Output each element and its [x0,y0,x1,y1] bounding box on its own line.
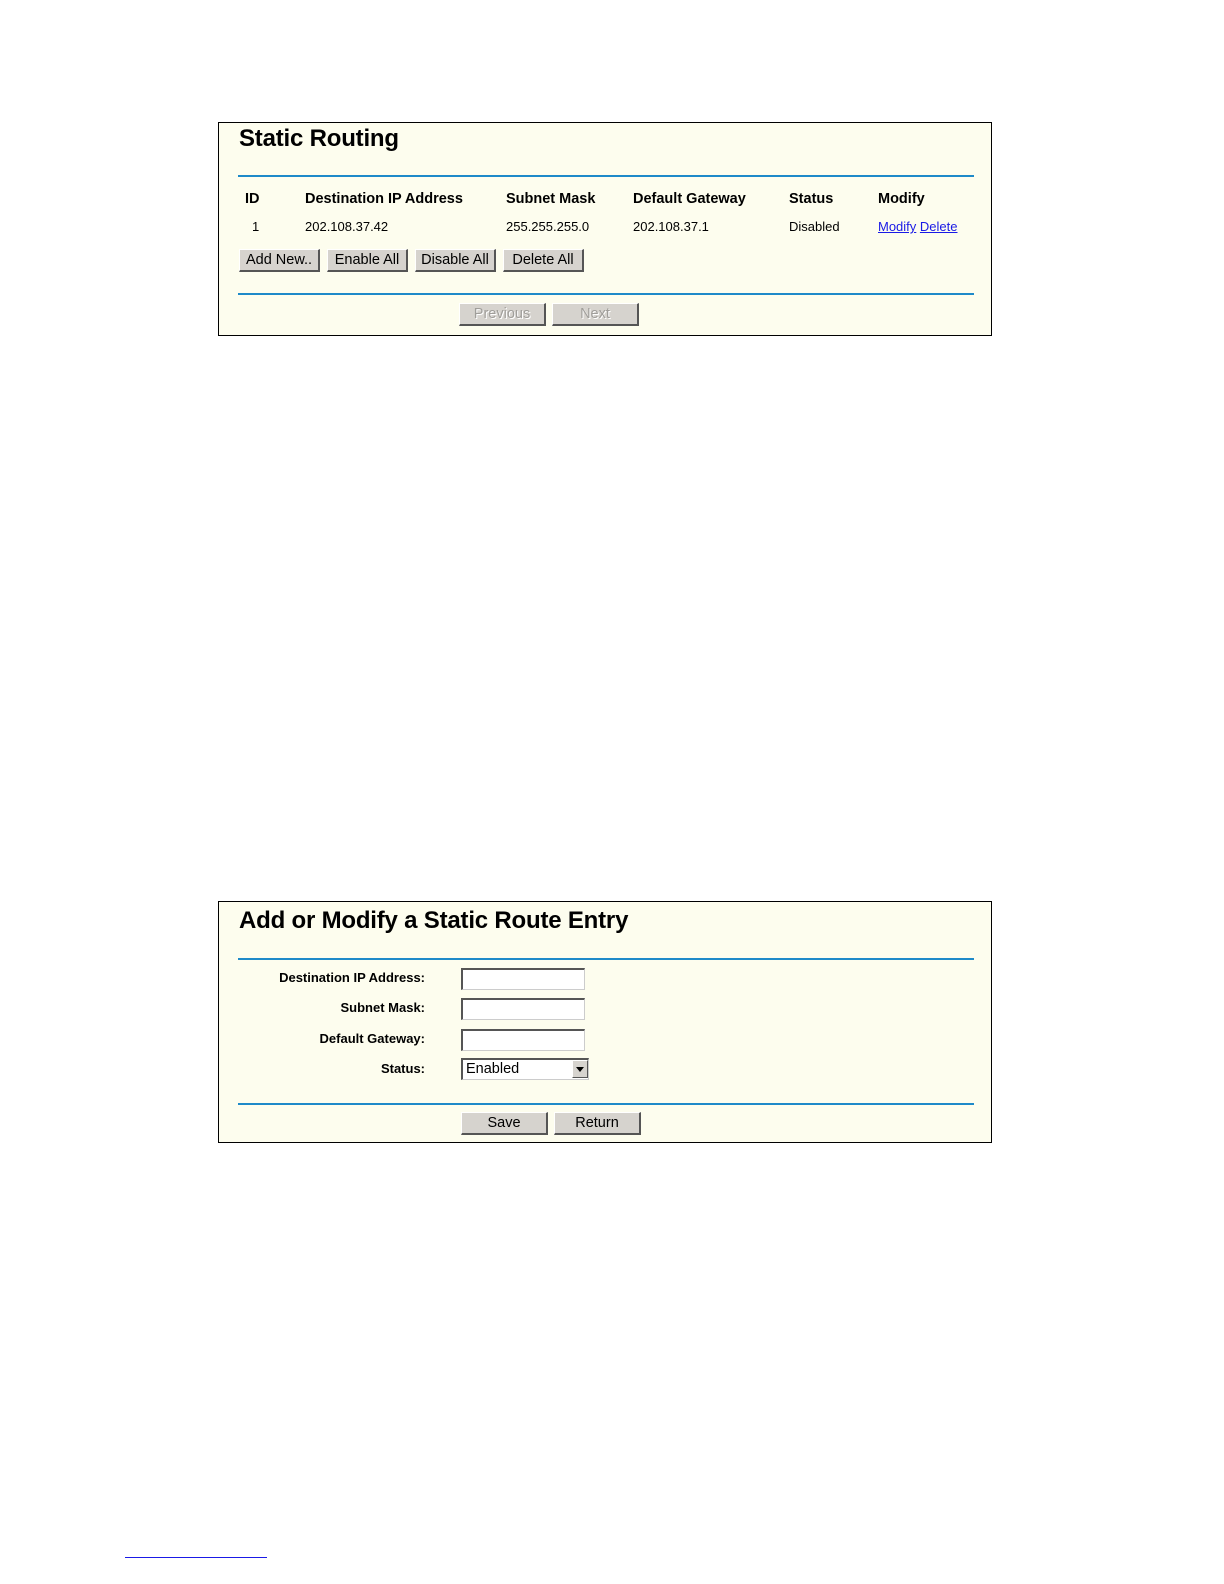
next-button[interactable]: Next [552,303,639,326]
top-divider [238,175,974,177]
static-route-entry-panel [218,901,992,1143]
column-header-modify: Modify [878,191,925,207]
column-header-destination: Destination IP Address [305,191,463,207]
previous-button[interactable]: Previous [459,303,546,326]
column-header-default-gateway: Default Gateway [633,191,746,207]
row-actions [878,219,958,234]
static-routing-title: Static Routing [239,125,399,152]
bottom-divider [238,1103,974,1105]
status-select-value: Enabled [466,1061,520,1077]
destination-ip-input[interactable] [461,968,585,990]
footnote-divider [125,1557,267,1558]
chevron-down-icon[interactable] [572,1060,588,1078]
entry-form-title: Add or Modify a Static Route Entry [239,907,629,934]
row-subnet-mask: 255.255.255.0 [506,219,590,234]
row-gateway: 202.108.37.1 [633,219,709,234]
delete-link[interactable]: Delete [919,219,958,234]
disable-all-button[interactable]: Disable All [415,249,496,272]
status-label: Status: [380,1061,425,1076]
enable-all-button[interactable]: Enable All [327,249,408,272]
top-divider [238,958,974,960]
column-header-subnet-mask: Subnet Mask [506,191,596,207]
row-destination: 202.108.37.42 [305,219,389,234]
subnet-mask-label: Subnet Mask: [340,1000,425,1015]
return-button[interactable]: Return [554,1112,641,1135]
destination-label: Destination IP Address: [279,970,425,985]
static-routing-panel [218,122,992,336]
modify-link[interactable]: Modify [878,219,917,234]
column-header-status: Status [789,191,834,207]
status-select[interactable] [461,1058,589,1080]
default-gateway-input[interactable] [461,1029,585,1051]
column-header-id: ID [245,191,260,207]
delete-all-button[interactable]: Delete All [503,249,584,272]
default-gateway-label: Default Gateway: [319,1031,425,1046]
row-status: Disabled [789,219,840,234]
row-id: 1 [252,219,260,234]
bottom-divider [238,293,974,295]
subnet-mask-input[interactable] [461,998,585,1020]
save-button[interactable]: Save [461,1112,548,1135]
add-new-button[interactable]: Add New.. [239,249,320,272]
